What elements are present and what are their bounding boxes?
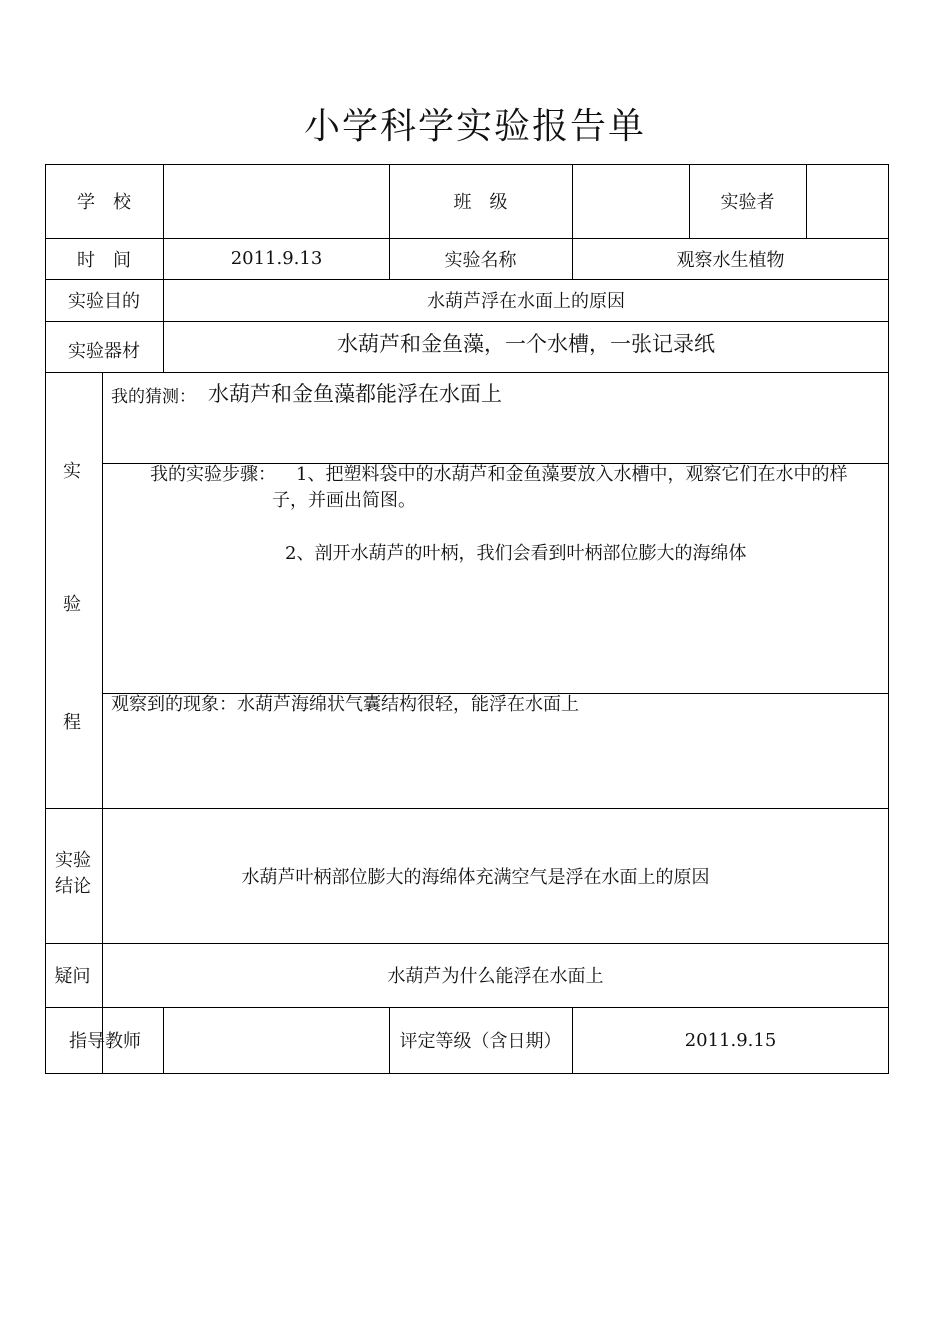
- process-label-char-1: 实: [63, 461, 81, 482]
- experiment-name-label: 实验名称: [444, 249, 517, 271]
- step-1-line-2: 子，并画出简图。: [272, 490, 416, 511]
- teacher-label: 指导教师: [69, 1031, 141, 1052]
- materials-value: 水葫芦和金鱼藻，一个水槽，一张记录纸: [337, 332, 715, 356]
- guess-label: 我的猜测：: [111, 387, 196, 407]
- conclusion-label-line-1: 实验: [55, 850, 91, 871]
- purpose-label: 实验目的: [68, 291, 140, 312]
- conclusion-value: 水葫芦叶柄部位膨大的海绵体充满空气是浮在水面上的原因: [241, 866, 710, 888]
- page-title: 小学科学实验报告单: [303, 106, 646, 147]
- process-label-char-2: 验: [63, 594, 81, 615]
- materials-label: 实验器材: [68, 340, 140, 362]
- step-2: 2、剖开水葫芦的叶柄，我们会看到叶柄部位膨大的海绵体: [285, 543, 747, 564]
- grade-label: 评定等级（含日期）: [399, 1031, 562, 1052]
- question-value: 水葫芦为什么能浮在水面上: [387, 966, 604, 987]
- guess-value: 水葫芦和金鱼藻都能浮在水面上: [208, 382, 502, 406]
- steps-label: 我的实验步骤：: [150, 464, 276, 485]
- conclusion-label-line-2: 结论: [55, 876, 91, 897]
- teacher-value[interactable]: [164, 1007, 389, 1073]
- question-label: 疑问: [54, 966, 91, 987]
- purpose-value: 水葫芦浮在水面上的原因: [427, 291, 625, 312]
- school-label: 学 校: [77, 192, 131, 213]
- time-value: 2011.9.13: [230, 248, 323, 269]
- experimenter-label: 实验者: [720, 192, 775, 213]
- time-label: 时 间: [77, 249, 131, 271]
- class-label: 班 级: [453, 192, 508, 213]
- observation: 观察到的现象：水葫芦海绵状气囊结构很轻，能浮在水面上: [111, 694, 579, 715]
- experiment-name-value: 观察水生植物: [676, 249, 785, 271]
- school-value[interactable]: [164, 164, 389, 238]
- experimenter-value[interactable]: [807, 164, 888, 238]
- process-label-char-3: 程: [63, 712, 81, 733]
- class-value[interactable]: [573, 164, 689, 238]
- grade-date: 2011.9.15: [684, 1029, 777, 1051]
- step-1-line-1: 1、把塑料袋中的水葫芦和金鱼藻要放入水槽中，观察它们在水中的样: [296, 464, 848, 485]
